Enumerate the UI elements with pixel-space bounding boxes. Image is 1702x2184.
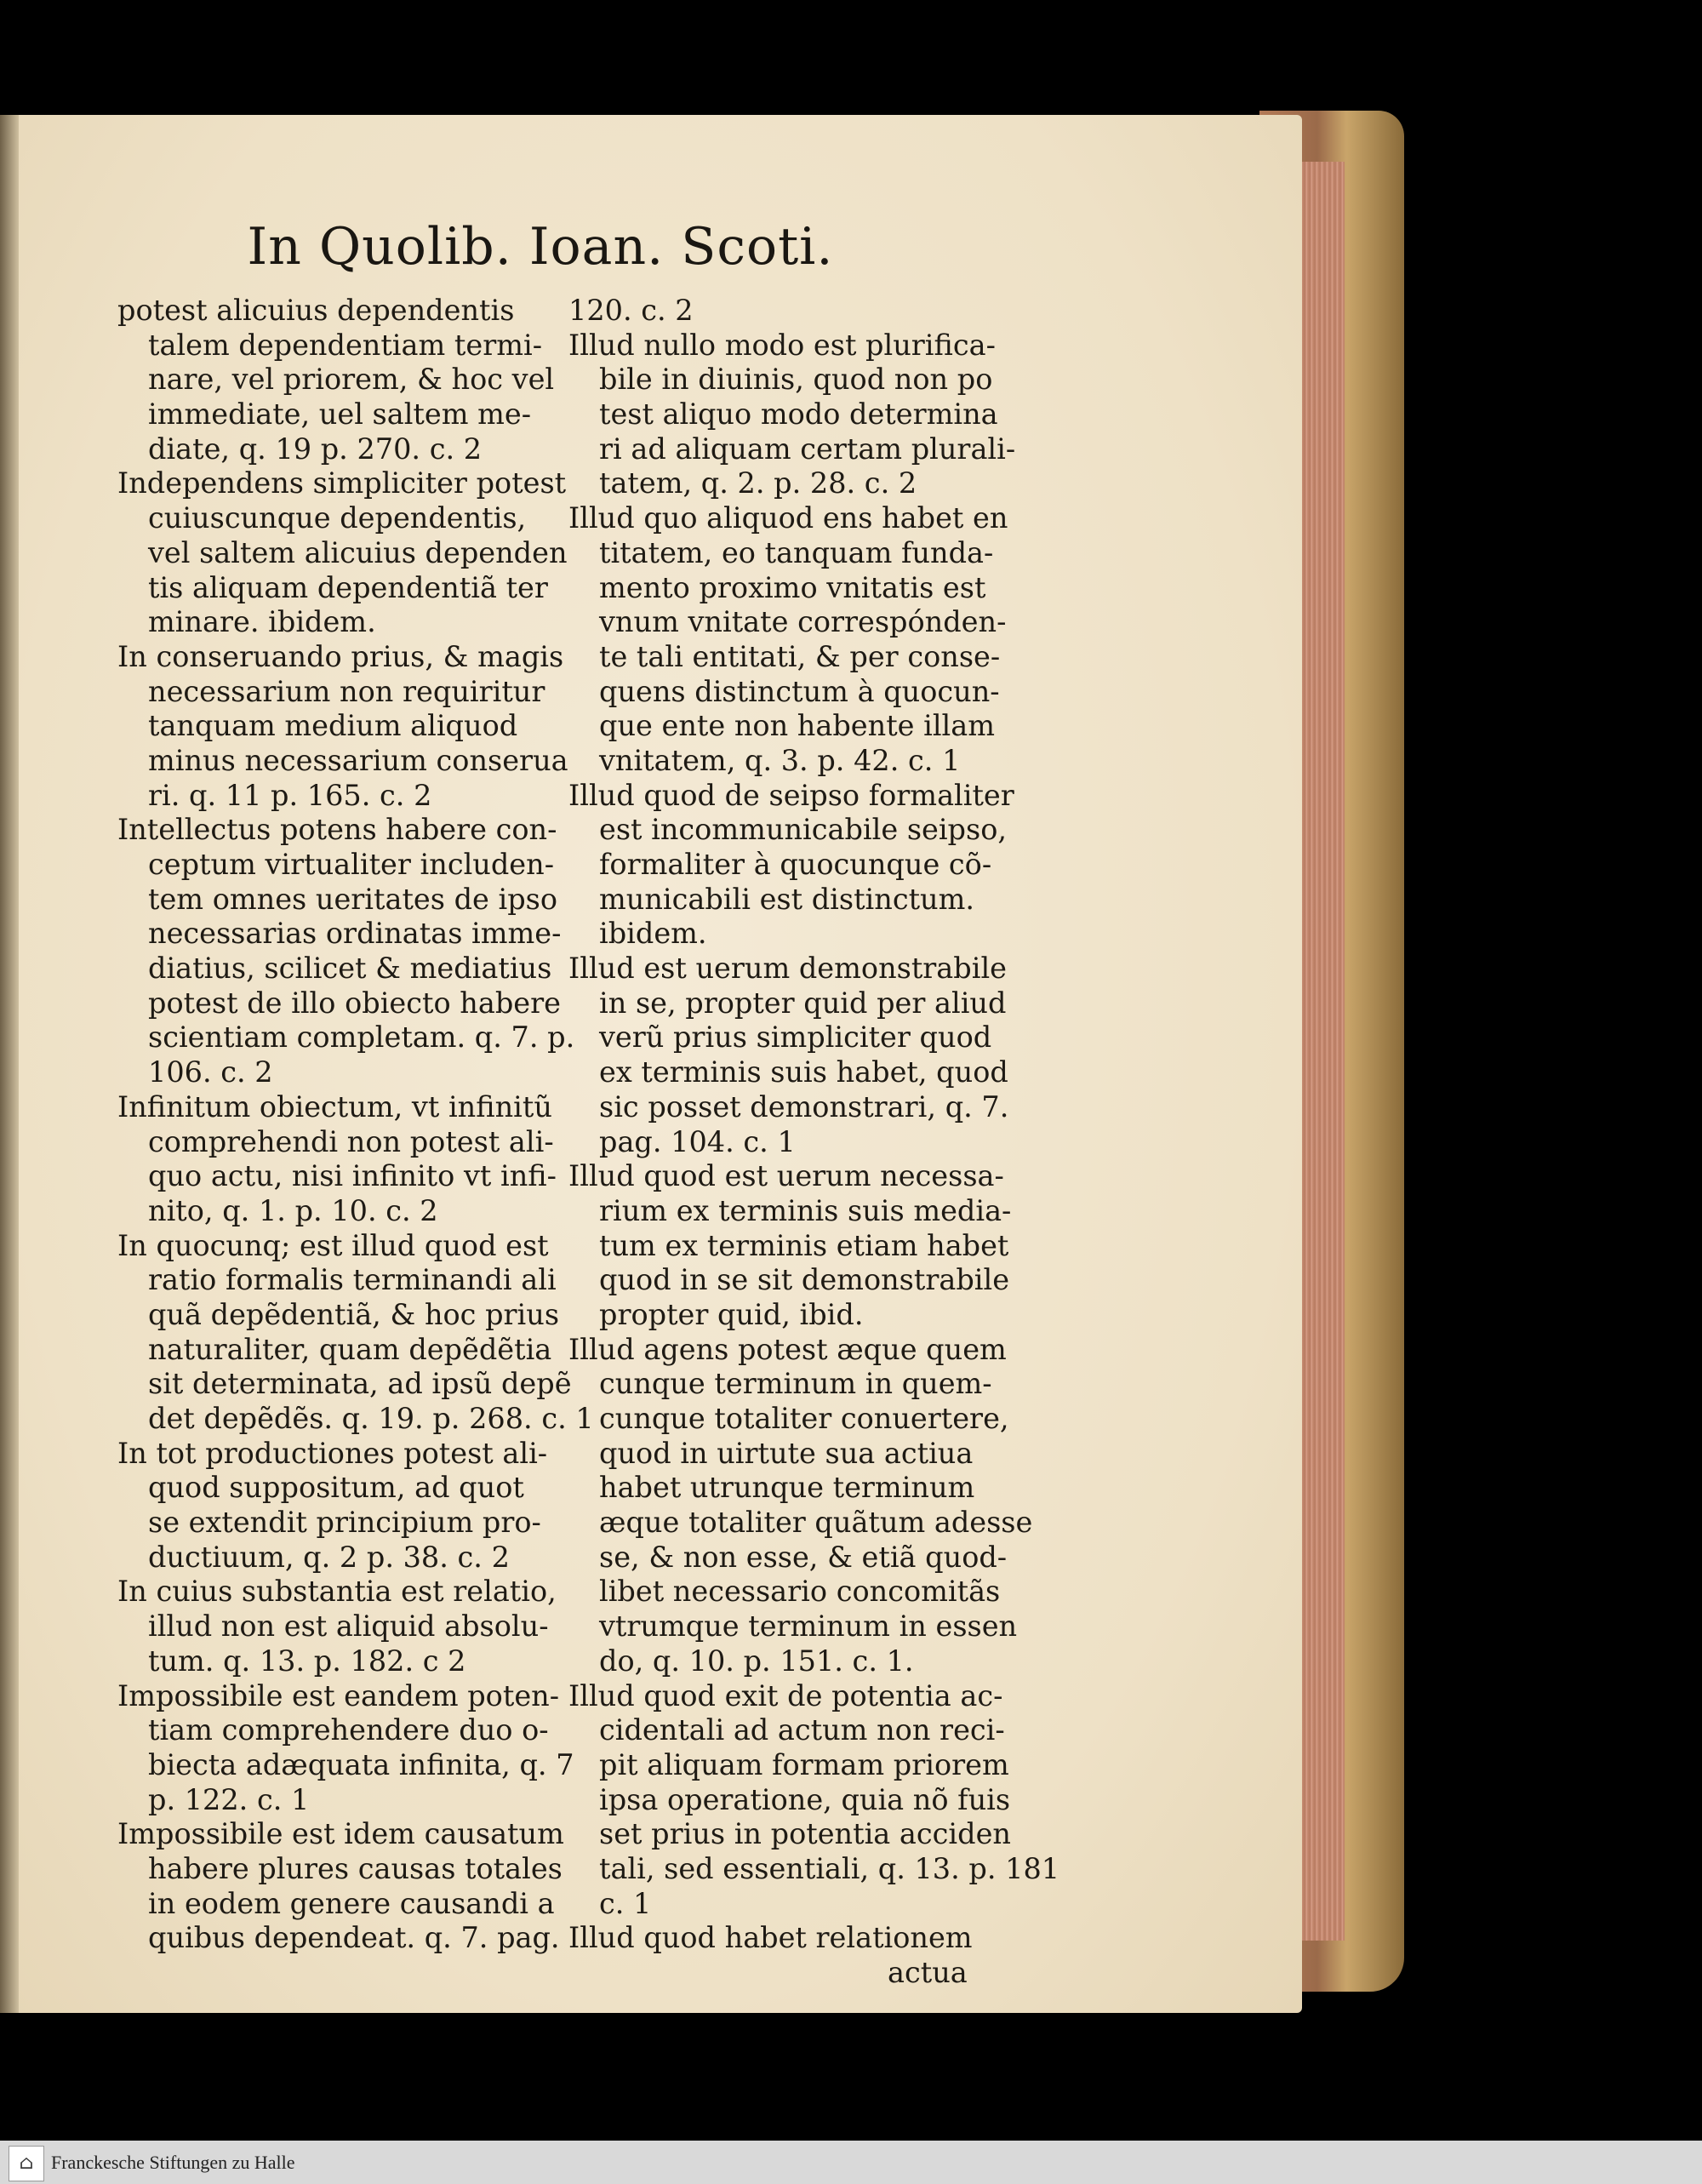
text-line: 120. c. 2 <box>568 294 694 327</box>
text-line: quã depẽdentiã, & hoc prius <box>148 1297 560 1331</box>
text-line: minare. ibidem. <box>148 605 376 639</box>
text-line: est incommunicabile seipso, <box>599 813 1008 847</box>
text-line: vtrumque terminum in essen <box>599 1609 1018 1644</box>
text-line: habet utrunque terminum <box>599 1471 975 1505</box>
text-line: talem dependentiam termi- <box>148 328 543 362</box>
text-line: tiam comprehendere duo o- <box>148 1713 549 1747</box>
text-line: In quocunq; est illud quod est <box>117 1228 549 1262</box>
text-line: illud non est aliquid absolu- <box>148 1609 549 1644</box>
text-line: propter quid, ibid. <box>599 1297 864 1331</box>
text-line: biecta adæquata infinita, q. 7 <box>148 1747 574 1781</box>
text-line: mento proximo vnitatis est <box>599 570 986 604</box>
text-line: Impossibile est idem causatum <box>117 1817 564 1851</box>
text-line: Intellectus potens habere con- <box>117 813 557 847</box>
text-line: cidentali ad actum non reci- <box>599 1713 1005 1747</box>
text-line: tum ex terminis etiam habet <box>599 1228 1009 1262</box>
text-line: habere plures causas totales <box>148 1851 563 1885</box>
text-line: ceptum virtualiter includen- <box>148 848 555 881</box>
library-logo-icon: ⌂ <box>9 2146 44 2181</box>
library-name: Franckesche Stiftungen zu Halle <box>51 2152 295 2173</box>
text-line: det depẽdẽs. q. 19. p. 268. c. 1 <box>148 1402 594 1435</box>
text-line: Illud quod habet relationem <box>568 1921 973 1955</box>
text-line: ductiuum, q. 2 p. 38. c. 2 <box>148 1540 510 1574</box>
text-line: 106. c. 2 <box>148 1055 273 1089</box>
text-line: sic posset demonstrari, q. 7. <box>599 1089 1009 1123</box>
text-line: Illud quod de seipso formaliter <box>568 778 1014 812</box>
text-line: se, & non esse, & etiã quod- <box>599 1540 1008 1574</box>
text-line: sit determinata, ad ipsũ depẽ <box>148 1367 572 1401</box>
text-line: tanquam medium aliquod <box>148 709 518 743</box>
text-line: te tali entitati, & per conse- <box>599 639 1001 673</box>
text-line: Illud quod est uerum necessa- <box>568 1159 1004 1193</box>
text-line: tum. q. 13. p. 182. c 2 <box>148 1644 466 1678</box>
text-line: potest alicuius dependentis <box>117 294 515 327</box>
text-line: Impossibile est eandem poten- <box>117 1678 560 1712</box>
text-line: Illud agens potest æque quem <box>568 1332 1007 1366</box>
text-line: cunque totaliter conuertere, <box>599 1402 1009 1435</box>
text-line: pag. 104. c. 1 <box>599 1124 796 1158</box>
running-title: In Quolib. Ioan. Scoti. <box>247 217 834 277</box>
text-line: verũ prius simpliciter quod <box>599 1021 992 1055</box>
text-line: ri ad aliquam certam plurali- <box>599 432 1016 466</box>
text-line: minus necessarium conserua <box>148 743 568 777</box>
text-line: Illud quod exit de potentia ac- <box>568 1678 1003 1712</box>
text-line: Illud est uerum demonstrabile <box>568 952 1007 986</box>
text-line: tali, sed essentiali, q. 13. p. 181 <box>599 1851 1060 1885</box>
text-line: que ente non habente illam <box>599 709 996 743</box>
text-line: ipsa operatione, quia nõ fuis <box>599 1782 1011 1816</box>
text-line: necessarium non requiritur <box>148 674 545 708</box>
text-line: libet necessario concomitãs <box>599 1575 1001 1609</box>
text-line: titatem, eo tanquam funda- <box>599 535 994 569</box>
text-line: Illud quo aliquod ens habet en <box>568 501 1008 535</box>
text-line: Independens simpliciter potest <box>117 466 567 500</box>
text-line: test aliquo modo determina <box>599 397 998 432</box>
text-line: vnum vnitate correspónden- <box>599 605 1007 639</box>
text-line: tis aliquam dependentiã ter <box>148 570 548 604</box>
left-column <box>117 294 594 1956</box>
text-line: bile in diuinis, quod non po <box>599 363 993 397</box>
text-line: se extendit principium pro- <box>148 1506 541 1540</box>
text-line: In cuius substantia est relatio, <box>117 1575 557 1609</box>
text-line: quod suppositum, ad quot <box>148 1471 524 1505</box>
text-line: ri. q. 11 p. 165. c. 2 <box>148 778 432 812</box>
text-line: in eodem genere causandi a <box>148 1886 555 1920</box>
text-line: In tot productiones potest ali- <box>117 1436 548 1470</box>
text-line: comprehendi non potest ali- <box>148 1124 554 1158</box>
text-line: tatem, q. 2. p. 28. c. 2 <box>599 466 917 500</box>
text-line: nito, q. 1. p. 10. c. 2 <box>148 1193 438 1227</box>
text-line: Infinitum obiectum, vt infinitũ <box>117 1089 552 1123</box>
text-line: quod in se sit demonstrabile <box>599 1263 1010 1297</box>
text-line: diatius, scilicet & mediatius <box>148 952 552 986</box>
text-line: vnitatem, q. 3. p. 42. c. 1 <box>599 743 961 777</box>
text-line: cunque terminum in quem- <box>599 1367 992 1401</box>
text-line: do, q. 10. p. 151. c. 1. <box>599 1644 914 1678</box>
text-line: quo actu, nisi infinito vt infi- <box>148 1159 557 1193</box>
text-line: set prius in potentia acciden <box>599 1817 1011 1851</box>
text-line: immediate, uel saltem me- <box>148 397 532 432</box>
text-line: potest de illo obiecto habere <box>148 986 561 1020</box>
text-line: quod in uirtute sua actiua <box>599 1436 974 1470</box>
page-gutter <box>0 115 19 2013</box>
text-line: In conseruando prius, & magis <box>117 639 564 673</box>
text-line: vel saltem alicuius dependen <box>148 535 568 569</box>
text-line: c. 1 <box>599 1886 652 1920</box>
running-header <box>0 217 1302 277</box>
text-line: Illud nullo modo est plurifica- <box>568 328 996 362</box>
text-line: pit aliquam formam priorem <box>599 1747 1009 1781</box>
text-line: nare, vel priorem, & hoc vel <box>148 363 555 397</box>
text-line: cuiuscunque dependentis, <box>148 501 527 535</box>
text-line: ibidem. <box>599 917 707 951</box>
text-line: formaliter à quocunque cõ- <box>599 848 992 881</box>
text-line: necessarias ordinatas imme- <box>148 917 562 951</box>
text-line: rium ex terminis suis media- <box>599 1193 1012 1227</box>
text-line: ratio formalis terminandi ali <box>148 1263 557 1297</box>
text-line: municabili est distinctum. <box>599 882 975 916</box>
text-line: ex terminis suis habet, quod <box>599 1055 1008 1089</box>
text-line: scientiam completam. q. 7. p. <box>148 1021 575 1055</box>
text-line: p. 122. c. 1 <box>148 1782 310 1816</box>
text-line: æque totaliter quãtum adesse <box>599 1506 1033 1540</box>
text-line: tem omnes ueritates de ipso <box>148 882 558 916</box>
text-line: quens distinctum à quocun- <box>599 674 1000 708</box>
text-line: quibus dependeat. q. 7. pag. <box>148 1921 560 1955</box>
text-line: diate, q. 19 p. 270. c. 2 <box>148 432 483 466</box>
right-column <box>568 294 1060 1991</box>
text-line: in se, propter quid per aliud <box>599 986 1007 1020</box>
text-line: naturaliter, quam depẽdẽtia <box>148 1332 552 1366</box>
catchword: actua <box>888 1956 968 1989</box>
